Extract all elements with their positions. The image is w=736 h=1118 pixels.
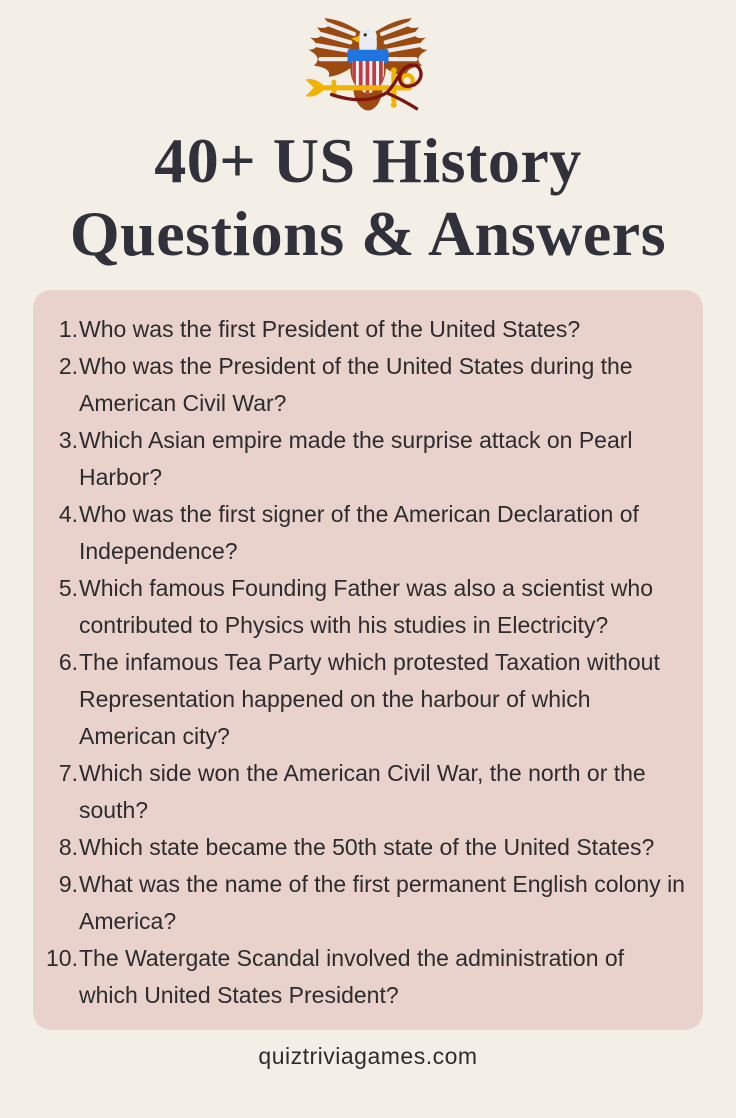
question-number: 7. [58, 760, 78, 786]
question-item [42, 496, 689, 570]
question-number: 4. [58, 501, 78, 527]
question-number: 6. [58, 649, 78, 675]
questions-list [42, 311, 689, 1014]
eagle-eye [364, 33, 367, 36]
question-text: The Watergate Scandal involved the administration of which United States President? [79, 945, 625, 1008]
page-title-line2: Questions & Answers [69, 198, 667, 269]
question-text: The infamous Tea Party which protested Taxation without Representation happened on the harbour of which American city? [79, 649, 660, 749]
website-footer: quiztriviagames.com [258, 1043, 478, 1069]
question-number: 5. [58, 575, 78, 601]
question-number: 2. [58, 353, 78, 379]
question-number: 9. [58, 871, 78, 897]
question-item [42, 940, 689, 1014]
question-text: What was the name of the first permanent English colony in America? [79, 871, 685, 934]
question-text: Who was the President of the United States during the American Civil War? [79, 353, 633, 416]
question-text: Who was the first signer of the American Declaration of Independence? [79, 501, 639, 564]
navy-eagle-emblem [298, 14, 438, 122]
question-text: Which Asian empire made the surprise attack on Pearl Harbor? [79, 427, 633, 490]
question-item [42, 422, 689, 496]
question-item [42, 866, 689, 940]
question-item [42, 755, 689, 829]
question-item [42, 644, 689, 755]
page-title [0, 124, 736, 270]
shield-chief [347, 49, 388, 63]
question-text: Which side won the American Civil War, the north or the south? [79, 760, 646, 823]
question-item [42, 348, 689, 422]
question-item [42, 311, 689, 348]
question-number: 3. [58, 427, 78, 453]
question-number: 1. [58, 316, 78, 342]
question-item [42, 570, 689, 644]
question-text: Who was the first President of the United States? [79, 316, 581, 342]
question-number: 10. [46, 945, 78, 971]
questions-panel [33, 290, 703, 1030]
question-text: Which state became the 50th state of the United States? [79, 834, 655, 860]
question-item [42, 829, 689, 866]
question-number: 8. [58, 834, 78, 860]
page-title-line1: 40+ US History [154, 125, 582, 196]
poster-page [0, 14, 736, 1118]
question-text: Which famous Founding Father was also a scientist who contributed to Physics with his studies in Electricity? [79, 575, 653, 638]
